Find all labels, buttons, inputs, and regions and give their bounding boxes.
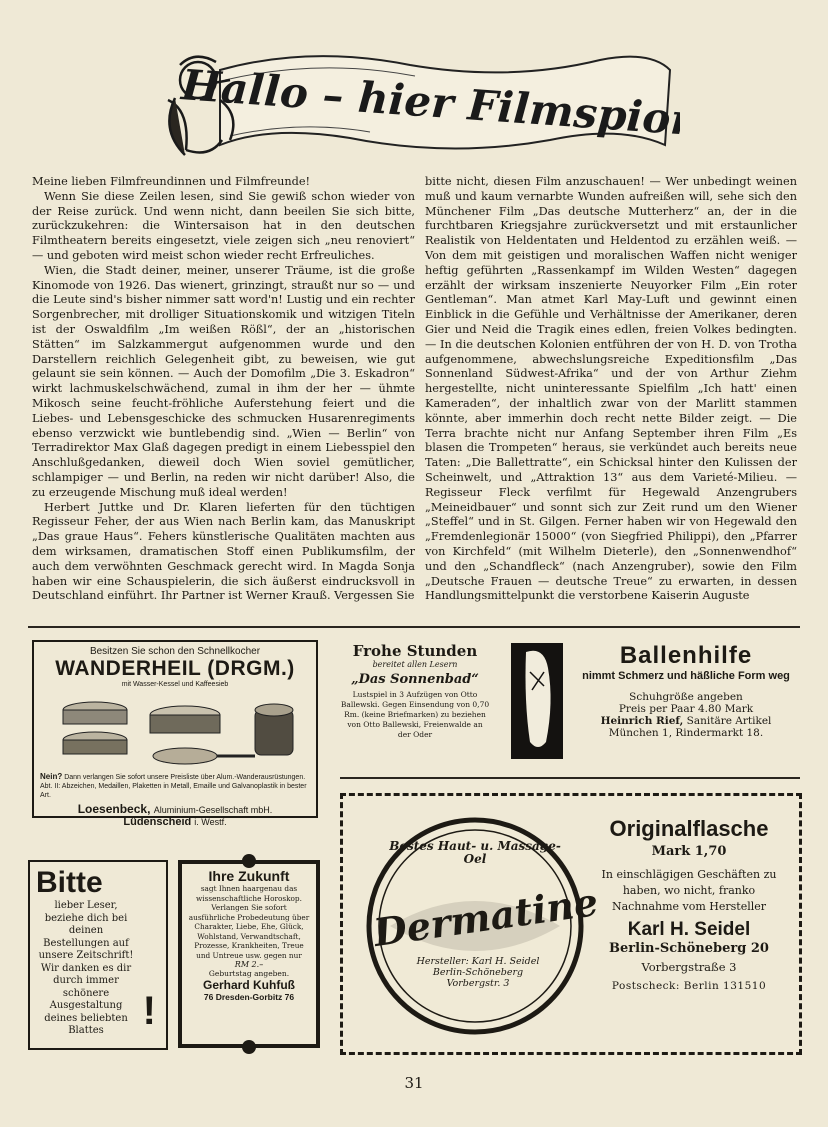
ad-body: sagt Ihnen haargenau das wissenschaftliche Horoskop. Verlangen Sie sofort ausführliche Probedeutung über Charakter, Liebe, Ehe, Glück, Wohlstand, Verwandtschaft, Prozesse, Krankheiten, Treue und Untreue usw. gegen nur <box>188 884 310 960</box>
ad-address: München 1, Rindermarkt 18. <box>608 727 764 739</box>
divider <box>28 626 800 628</box>
article-paragraph: Wien, die Stadt deiner, meiner, unserer Träume, ist die große Kinomode von 1926. Das wienert, grinzingt, straußt nur so — und die Leute sind's bisher nimmer satt word'n! Lustig und ein rechter Sorgenbrecher, mit drolliger Situationskomik und witzigen Titeln ist der Oswaldfilm „Im weißen Rößl“, der an „historischen Stätten“ im Salzkammergut aufgenommen wurde und den Darstellern reichlich Gelegenheit gibt, zu beweisen, wie gut gelaunt sie sein können. — Auch der Domofilm „Die 3. Eskadron“ wirkt lachmuskelschwächend, zumal in ihm der her — ühmte Mikosch seine feucht-fröhliche Auferstehung feiert und die Liebes- und Lebensgeschicke des schmucken Husarenregiments ebenso verzwickt wie buntlebendig sind. „Wien — Berlin“ von Terradirektor Max Glaß dagegen predigt in einem Liebesspiel den Anschlußgedanken, dieweil doch Wien soviel gemütlicher, schlampiger — und Berlin, na reden wir nicht darüber! Also, die zu erzeugende Mischung muß ideal werden! <box>32 263 415 499</box>
ad-price: Mark 1,70 <box>651 844 727 859</box>
ad-body: Dann verlangen Sie sofort unsere Preisliste über Alum.-Wanderausrüstungen. Abt. II: Abzeichen, Medaillen, Plaketten in Metall, Emaille und Galvanoplastik in bester Art. <box>40 774 307 799</box>
article-right-column <box>425 175 797 615</box>
ad-sub: mit Wasser-Kessel und Kaffeesieb <box>121 681 229 688</box>
article-left-column <box>32 175 415 615</box>
ad-street: Vorbergstraße 3 <box>641 960 737 974</box>
ad-price: RM 2.– <box>234 960 264 969</box>
ad-birth: Geburtstag angeben. <box>208 969 290 978</box>
ad-subtitle: nimmt Schmerz und häßliche Form weg <box>582 670 790 682</box>
article-paragraph: bitte nicht, diesen Film anzuschauen! — Wer unbedingt weinen muß und kaum vernarbte Wunden aufreißen will, sehe sich den Münchener Film „Das deutsche Mutterherz“ an, der in die furchtbaren Kriegsjahre zurückversetzt und mit erstaunlicher Realistik von Heldentaten und Heldentod zu erzählen weiß. — Von dem mit geistigen und moralischen Waffen nicht weniger heftig geführten „Rassenkampf im Wilden Westen“ dagegen erzählt der wirksam inszenierte Neuyorker Film „Ein roter Gentleman“. Man atmet Karl May-Luft und gewinnt einen Einblick in die Gefühle und Verhältnisse der Amerikaner, deren Gier und Neid die Tragik eines edlen, freien Volkes bedingten. — In die deutschen Kolonien entführen der von H. D. von Trotha aufgenommene, abwechslungsreiche Expeditionsfilm „Das Sonnenland Südwest-Afrika“ und der von Arthur Ziehm hergestellte, nicht uninteressante Spielfilm „Ich hatt' einen Kameraden“, der inhaltlich zwar von der Marlitt stammen könnte, aber immerhin doch recht nette Bilder zeigt. — Die Terra brachte nicht nur Anfang September ihren Film „Es blasen die Trompeten“ heraus, sie verkündet auch bereits neue Taten: „Die Ballettratte“, ein Schicksal hinter den Kulissen der Scheinwelt, und „Attraktion 13“ aus dem Varieté-Milieu. — Regisseur Fleck verfilmt für Hegewald Anzengrubers „Meineidbauer“ und sonnt sich zur Zeit rund um den Wiener „Steffel“ und in St. Gilgen. Ferner haben wir von Hegewald den „Fremdenlegionär 15000“ (von Siegfried Philippi), den „Pfarrer von Kirchfeld“ (mit Wilhelm Dieterle), den „Sonnenwendhof“ und den „Schandfleck“ (nach Anzengruber), sowie den Film „Deutsche Frauen — deutsche Treue“ zu erwarten, in dessen Handlungsmittelpunkt die verstorbene Kaiserin Auguste <box>425 175 797 603</box>
ornament-dot <box>242 1040 256 1054</box>
ad-line: Schuhgröße angeben <box>629 691 743 703</box>
ad-bitte <box>28 860 168 1050</box>
ad-company-rest: Aluminium-Gesellschaft mbH. <box>153 805 273 815</box>
ad-postcheck: Postscheck: Berlin 131510 <box>611 980 767 992</box>
ad-brand: WANDERHEIL (DRGM.) <box>55 657 295 680</box>
ad-title: Bitte <box>36 866 103 899</box>
ad-headline: Originalflasche <box>609 816 769 841</box>
ad-address: 76 Dresden-Gorbitz 76 <box>203 992 295 1002</box>
ad-zukunft <box>178 860 320 1048</box>
ad-desc: Lustspiel in 3 Aufzügen von Otto Ballewski. Gegen Einsendung von 0,70 Rm. (keine Briefmarken) zu beziehen von Otto Ballewski, Freienwalde an der Oder <box>340 690 490 739</box>
ad-name: Gerhard Kuhfuß <box>203 978 295 992</box>
ad-name: „Das Sonnenbad“ <box>351 672 479 687</box>
ad-title: Ihre Zukunft <box>208 868 290 884</box>
ad-ballenhilfe <box>510 642 800 767</box>
exclamation-mark: ! <box>142 989 156 1033</box>
article-paragraph: Wenn Sie diese Zeilen lesen, sind Sie gewiß schon wieder von der Reise zurück. Und wenn nicht, dann beeilen Sie sich bitte, zurückzukehren: die Wintersaison hat in den deutschen Filmtheatern bereits eingesetzt, viele zeigen sich „neu renoviert“ — und geboten wird meist schon wieder recht Erfreuliches. <box>32 189 415 262</box>
cookware-illustration <box>50 690 300 770</box>
divider <box>340 777 800 779</box>
ad-seller-rest: Sanitäre Artikel <box>686 715 772 727</box>
foot-illustration <box>510 642 564 760</box>
seal-maker: Hersteller: Karl H. Seidel <box>416 956 540 967</box>
ad-dermatine <box>340 793 802 1055</box>
article-paragraph: Herbert Juttke und Dr. Klaren lieferten für den tüchtigen Regisseur Feher, der aus Wien nach Berlin kam, das Manuskript „Das graue Haus“. Fehers künstlerische Qualitäten machten aus dem wirksamen, dramatischen Stoff einen Publikumsfilm, der auch dem verwöhnten Geschmack gerecht wird. In Magda Sonja haben wir eine Schauspielerin, die sich äußerst eindrucksvoll in Deutschland einführt. Ihr Partner ist Werner Krauß. Vergessen Sie <box>32 500 415 603</box>
seal-street: Vorbergstr. 3 <box>446 978 510 989</box>
ad-body: lieber Leser, beziehe dich bei deinen Bestellungen auf unsere Zeitschrift! Wir danken es dir durch immer schönere Ausgestaltung deines beliebten Blattes <box>38 900 134 1036</box>
article-paragraph: Meine lieben Filmfreundinnen und Filmfreunde! <box>32 175 311 188</box>
page-number: 31 <box>404 1074 424 1092</box>
ad-title: Frohe Stunden <box>352 642 478 660</box>
ad-seller: Heinrich Rief, <box>600 715 684 727</box>
ad-price: Preis per Paar 4.80 Mark <box>618 703 754 715</box>
seal-city: Berlin-Schöneberg <box>432 967 524 978</box>
ad-city: Berlin-Schöneberg 20 <box>609 941 769 956</box>
ad-city: Lüdenscheid <box>123 816 192 828</box>
ad-nein: Nein? <box>40 772 63 781</box>
ad-title: Ballenhilfe <box>619 642 753 669</box>
ad-wanderheil <box>32 640 318 828</box>
ad-maker: Karl H. Seidel <box>627 919 751 940</box>
header-title: Hallo – hier Filmspion! <box>179 60 680 147</box>
ad-body: In einschlägigen Geschäften zu haben, wo nicht, franko Nachnahme vom Hersteller <box>601 868 777 913</box>
ad-intro: Besitzen Sie schon den Schnellkocher <box>89 646 261 657</box>
ad-company: Loesenbeck, <box>77 802 151 816</box>
seal-top: Bestes Haut- u. Massage-Oel <box>389 839 561 866</box>
seal-brand: Dermatine <box>370 878 601 955</box>
ornament-dot <box>242 854 256 868</box>
ad-city-rest: i. Westf. <box>194 817 227 827</box>
ad-sonnenbad <box>340 642 490 772</box>
header-illustration <box>150 40 680 165</box>
ad-line: bereitet allen Lesern <box>372 660 458 669</box>
